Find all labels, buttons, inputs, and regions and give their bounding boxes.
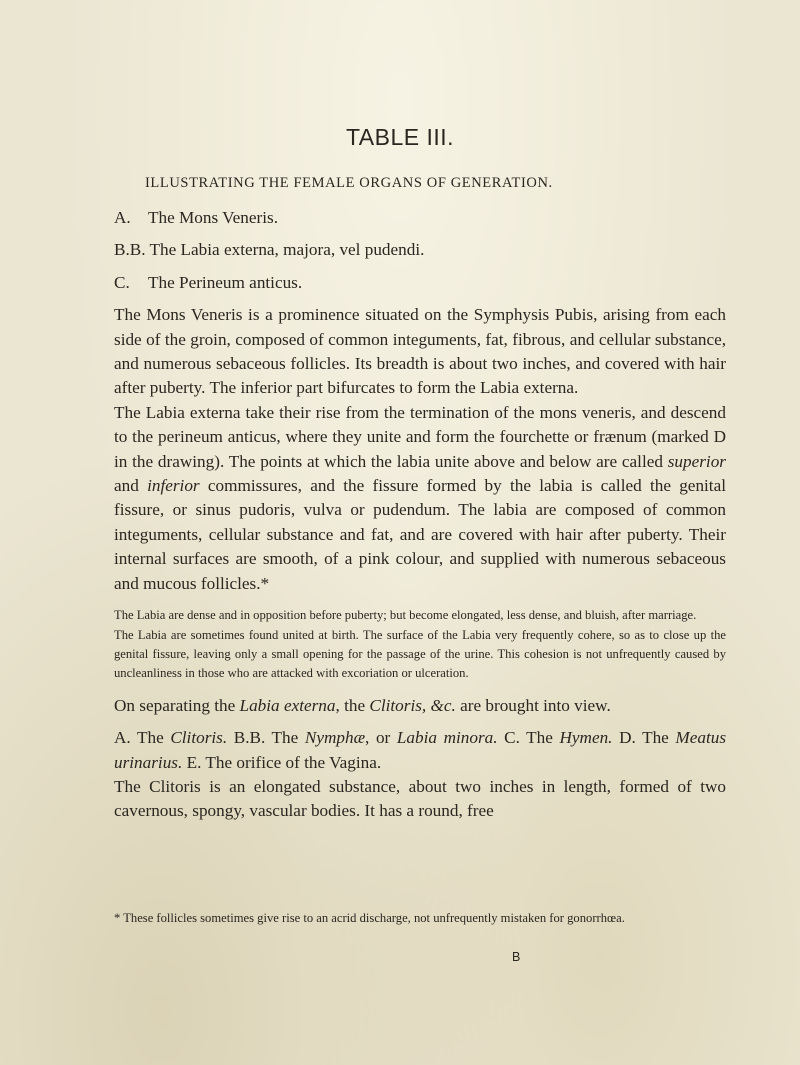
paragraph-labia-externa	[114, 401, 726, 596]
body-text	[114, 206, 726, 824]
footnote: * These follicles sometimes give rise to an acrid discharge, not unfrequently mistaken for gonorrhœa.	[114, 911, 625, 925]
italic-clitoris: Clitoris, &c.	[369, 695, 456, 715]
italic-inferior: inferior	[147, 476, 200, 496]
text-span: On separating the	[114, 695, 240, 715]
text-span: , the	[335, 695, 370, 715]
label-key: B.B.	[114, 240, 146, 260]
italic-nymphae: Nymphæ	[304, 728, 366, 748]
label-bb	[114, 238, 726, 262]
small-note-2: The Labia are sometimes found united at birth. The surface of the Labia very frequently cohere, so as to close up the genital fissure, leaving only a small opening for the passage of the urine. This cohesion is not unfrequently caused by uncleanliness in those who are attacked with excoriation or ulceration.	[114, 627, 726, 681]
signature-mark: B	[512, 950, 521, 964]
text-span: and	[114, 476, 148, 496]
text-span: E. The orifice of the Vagina.	[182, 752, 382, 772]
label-a	[114, 206, 726, 230]
label-text: The Mons Veneris.	[148, 208, 279, 227]
italic-meatus: Meatus urinarius.	[114, 728, 727, 772]
italic-clitoris-2: Clitoris.	[170, 728, 228, 748]
text-span: , or	[365, 728, 397, 748]
italic-labia: Labia externa	[239, 695, 336, 715]
text-span: The Labia externa take their rise from the termination of the mons veneris, and descend to the perineum anticus, where they unite and form the fourchette or frænum (marked D in the drawing). The points at which the labia unite above and below are called	[114, 402, 726, 471]
paragraph-separating	[114, 694, 726, 718]
paragraph-labels-2	[114, 726, 726, 775]
paragraph-clitoris: The Clitoris is an elongated substance, about two inches in length, formed of two cavernous, spongy, vascular bodies. It has a round, free	[114, 776, 726, 821]
text-span: are brought into view.	[455, 695, 611, 715]
italic-hymen: Hymen.	[559, 728, 613, 748]
italic-labia-minora: Labia minora.	[396, 728, 498, 748]
text-span: commissures, and the fissure formed by the labia is called the genital fissure, or sinus pudoris, vulva or pudendum. The labia are composed of common integuments, cellular substance and fat, and are covered with hair after puberty. Their internal surfaces are smooth, of a pink colour, and supplied with numerous sebaceous and mucous follicles.*	[114, 476, 726, 593]
label-text: The Labia externa, majora, vel pudendi.	[149, 240, 425, 260]
label-text: The Perineum anticus.	[148, 272, 303, 292]
label-key: A.	[114, 208, 131, 227]
page-subtitle: ILLUSTRATING THE FEMALE ORGANS OF GENERATION.	[145, 175, 553, 191]
paragraph-mons-veneris: The Mons Veneris is a prominence situated on the Symphysis Pubis, arising from each side of the groin, composed of common integuments, fat, fibrous, and cellular substance, and numerous sebaceous follicles. Its breadth is about two inches, and covered with hair after puberty. The inferior part bifurcates to form the Labia externa.	[114, 305, 726, 398]
text-span: A. The	[114, 728, 171, 748]
page-title: TABLE III.	[345, 124, 455, 150]
italic-superior: superior	[667, 451, 726, 471]
label-c	[114, 271, 726, 295]
text-span: D. The	[612, 728, 676, 748]
small-note-1: The Labia are dense and in opposition before puberty; but become elongated, less dense, and bluish, after marriage.	[114, 608, 697, 623]
text-span: B.B. The	[227, 728, 305, 748]
label-key: C.	[114, 272, 130, 292]
small-notes	[114, 606, 726, 684]
text-span: C. The	[497, 728, 560, 748]
